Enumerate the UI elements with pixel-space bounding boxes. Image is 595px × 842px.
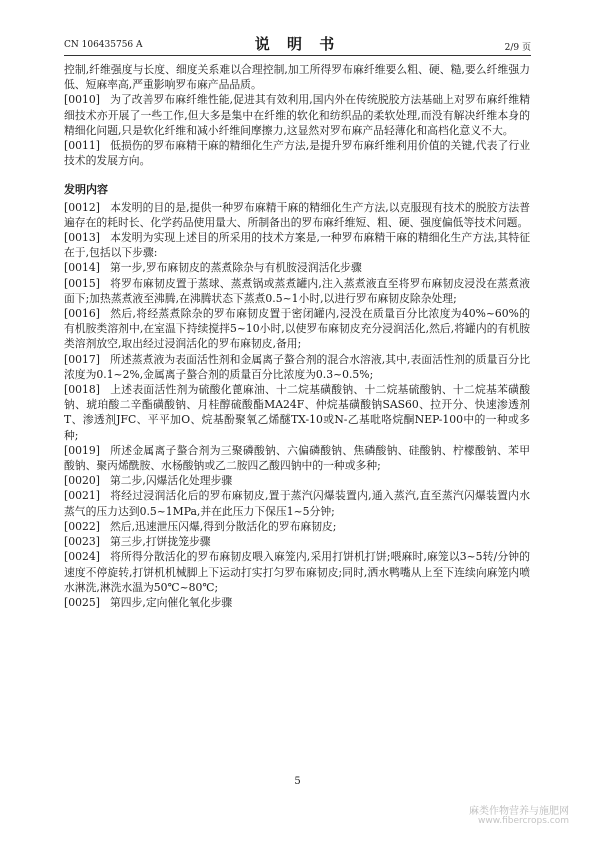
paragraph-text: 将罗布麻韧皮置于蒸球、蒸煮锅或蒸煮罐内,注入蒸煮液直至将罗布麻韧皮浸没在蒸煮液面下;加热蒸煮液至沸腾,在沸腾状态下蒸煮0.5~1小时,以进行罗布麻韧皮除杂处理; (64, 276, 530, 305)
paragraph-number: [0016] (64, 307, 100, 321)
paragraph-text: 第三步,打饼拢笼步骤 (110, 535, 211, 549)
paragraph (64, 382, 530, 443)
paragraph-number: [0010] (64, 93, 100, 107)
patent-number: CN 106435756 A (64, 40, 143, 50)
paragraph (64, 138, 530, 168)
paragraph-text: 所述金属离子螯合剂为三聚磷酸钠、六偏磷酸钠、焦磷酸钠、硅酸钠、柠檬酸钠、苯甲酸钠、聚丙烯酰胺、水杨酸钠或乙二胺四乙酸四钠中的一种或多种; (64, 443, 530, 473)
paragraph (64, 534, 530, 549)
paragraph-text: 为了改善罗布麻纤维性能,促进其有效利用,国内外在传统脱胶方法基础上对罗布麻纤维精细技术亦开展了一些工作,但大多是集中在纤维的软化和纺织品的柔软处理,而没有解决纤维本身的精细化问题,只是软化纤维和减小纤维间摩擦力,这显然对罗布麻产品轻薄化和高档化意义不大。 (64, 93, 530, 137)
paragraph-number: [0011] (64, 139, 100, 153)
paragraph-number: [0012] (64, 200, 100, 214)
paragraph (64, 306, 530, 352)
watermark-url: www.fibercrops.com (478, 816, 569, 826)
document-title: 说 明 书 (254, 35, 341, 53)
paragraph-text: 第二步,闪爆活化处理步骤 (110, 474, 233, 488)
paragraph-number: [0023] (64, 535, 100, 549)
page-indicator: 2/9 页 (504, 43, 531, 53)
paragraph-number: [0020] (64, 474, 100, 488)
paragraph (64, 549, 530, 595)
paragraph-text: 将经过浸润活化后的罗布麻韧皮,置于蒸汽闪爆装置内,通入蒸汽,直至蒸汽闪爆装置内水蒸气的压力达到0.5~1MPa,并在此压力下保压1~5分钟; (64, 489, 530, 518)
paragraph-number: [0019] (64, 443, 100, 457)
paragraph-number: [0024] (64, 550, 100, 564)
paragraph (64, 200, 530, 230)
header-rule (64, 55, 531, 56)
paragraph (64, 443, 530, 473)
paragraph-text: 本发明的目的是,提供一种罗布麻精干麻的精细化生产方法,以克服现有技术的脱胶方法普遍存在的耗时长、化学药品使用量大、所制备出的罗布麻纤维短、粗、硬、强度偏低等技术问题。 (64, 200, 530, 229)
section-title: 发明内容 (64, 183, 108, 197)
paragraph-text: 第四步,定向催化氧化步骤 (110, 595, 233, 609)
paragraph-text: 本发明为实现上述目的所采用的技术方案是,一种罗布麻精干麻的精细化生产方法,其特征在于,包括以下步骤: (64, 231, 530, 260)
paragraph (64, 488, 530, 518)
paragraph-number: [0021] (64, 489, 100, 503)
paragraph (64, 352, 530, 382)
paragraph-number: [0018] (64, 383, 100, 397)
paragraph (64, 230, 530, 260)
paragraph-number: [0013] (64, 231, 100, 245)
paragraph (64, 276, 530, 306)
page-number: 5 (294, 776, 301, 787)
body-text (64, 62, 530, 610)
watermark-text: 麻类作物营养与施肥网 (469, 806, 569, 817)
paragraph-text: 第一步,罗布麻韧皮的蒸煮除杂与有机胺浸润活化步骤 (110, 261, 362, 275)
page-header (64, 32, 531, 54)
continuation-paragraph: 控制,纤维强度与长度、细度关系难以合理控制,加工所得罗布麻纤维要么粗、硬、糙,要么纤维强力低、短麻率高,严重影响罗布麻产品品质。 (64, 63, 530, 92)
paragraph (64, 519, 530, 534)
paragraph-text: 所述蒸煮液为表面活性剂和金属离子螯合剂的混合水溶液,其中,表面活性剂的质量百分比浓度为0.1~2%,金属离子螯合剂的质量百分比浓度为0.3~0.5%; (64, 352, 530, 381)
paragraph (64, 92, 530, 138)
paragraph-number: [0014] (64, 261, 100, 275)
paragraph-number: [0015] (64, 276, 100, 290)
paragraph-text: 低损伤的罗布麻精干麻的精细化生产方法,是提升罗布麻纤维利用价值的关键,代表了行业技术的发展方向。 (64, 139, 530, 168)
paragraph-number: [0022] (64, 519, 100, 533)
paragraphs-after (64, 200, 530, 610)
paragraph (64, 260, 530, 275)
paragraph-text: 然后,迅速泄压闪爆,得到分散活化的罗布麻韧皮; (110, 519, 337, 533)
paragraph-number: [0017] (64, 352, 100, 366)
paragraph-text: 然后,将经蒸煮除杂的罗布麻韧皮置于密闭罐内,浸没在质量百分比浓度为40%~60%的有机胺类溶剂中,在室温下持续搅拌5~10小时,以使罗布麻韧皮充分浸润活化,然后,将罐内的有机胺类溶剂放空,取出经过浸润活化的罗布麻韧皮,备用; (64, 307, 530, 351)
paragraph-number: [0025] (64, 595, 100, 609)
paragraph-text: 上述表面活性剂为硫酸化蓖麻油、十二烷基磺酸钠、十二烷基硫酸钠、十二烷基苯磺酸钠、琥珀酸二辛酯磺酸钠、月桂醇硫酸酯MA24F、仲烷基磺酸钠SAS60、拉开分、快速渗透剂T、渗透剂JFC、平平加O、烷基酚聚氧乙烯醚TX-10或N-乙基吡咯烷酮NEP-100中的一种或多种; (64, 383, 530, 442)
paragraph-text: 将所得分散活化的罗布麻韧皮喂入麻笼内,采用打饼机打饼;喂麻时,麻笼以3~5转/分钟的速度不停旋转,打饼机机械脚上下运动打实打匀罗布麻韧皮;同时,洒水鸭嘴从上至下连续向麻笼内喷水淋洗,淋洗水温为50℃~80℃; (64, 550, 530, 594)
paragraph (64, 473, 530, 488)
paragraph (64, 595, 530, 610)
paragraphs-before (64, 92, 530, 168)
